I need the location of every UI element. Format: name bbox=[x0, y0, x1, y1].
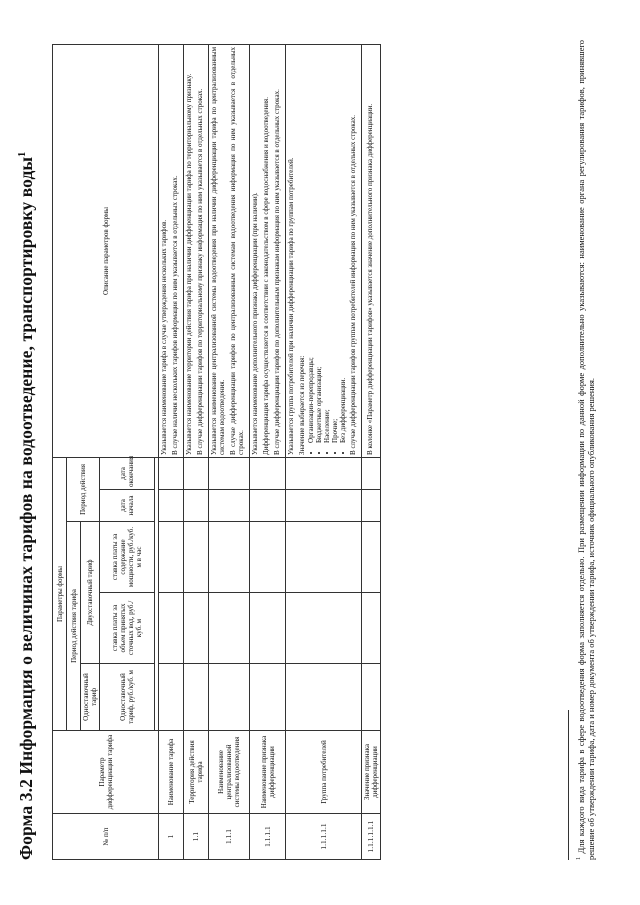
row-param: Наименование признака дифференциации bbox=[250, 731, 286, 814]
header-period-tariff: Период действия тарифа bbox=[67, 522, 81, 731]
row-description bbox=[159, 44, 184, 457]
description-text: В случае дифференциации тарифов группам потребителей информация по ним указывается в отдельных строках. bbox=[349, 115, 357, 455]
table-row bbox=[209, 44, 250, 859]
header-two-part: Двухставочный тариф bbox=[81, 522, 100, 664]
footnote-text: Для каждого вида тарифа в сфере водоотведения форма заполняется отдельно. При размещении информации по данной форме дополнительно указываются: наименование органа регулирования тарифов, принявшего решение об утверждении тарифа, дата и номер документа об утверждении тарифа, источник официального опубликования решения. bbox=[575, 39, 596, 860]
description-text: Указывается наименование тарифа в случае утверждения нескольких тарифов. bbox=[160, 219, 168, 455]
description-text: Указывается наименование дополнительного признака дифференциации (при наличии). bbox=[251, 192, 259, 455]
description-text: Указывается наименование централизованной системы водоотведения при наличии дифференциации тарифа по централизованным системам водоотведения. bbox=[210, 46, 226, 455]
list-item: • Прочие; bbox=[331, 47, 339, 443]
table-row bbox=[184, 44, 209, 859]
header-one-part: Одноставочный тариф bbox=[81, 664, 100, 731]
description-text: Дифференциация тарифа осуществляется в соответствии с законодательством в сфере водоснабжения и водоотведения. bbox=[262, 97, 270, 455]
description-text: В случае дифференциации тарифов по дополнительным признакам информация по ним указывается в отдельных строках. bbox=[273, 89, 281, 455]
row-description bbox=[362, 44, 381, 457]
list-item: • Население; bbox=[323, 47, 331, 443]
list-item: • Бюджетные организации; bbox=[315, 47, 323, 443]
header-description: Описание параметров формы bbox=[53, 44, 159, 457]
row-num: 1.1 bbox=[184, 814, 209, 860]
row-param: Наименование централизованной системы водоотведения bbox=[209, 731, 250, 814]
form-title bbox=[16, 40, 37, 860]
row-param: Территория действия тарифа bbox=[184, 731, 209, 814]
form-title-text: Форма 3.2 Информация о величинах тарифов на водоотведение, транспортировку воды bbox=[16, 156, 36, 860]
tariff-form-table bbox=[52, 44, 381, 860]
table-row bbox=[250, 44, 286, 859]
header-rate-capacity: ставка платы за содержание мощности, руб./куб. м в час bbox=[100, 522, 155, 593]
table-row bbox=[159, 44, 184, 859]
row-num: 1.1.1.1.1 bbox=[286, 814, 362, 860]
header-period-action: Период действия bbox=[67, 457, 100, 521]
description-text: Значение выбирается из перечня: bbox=[298, 355, 306, 455]
description-text: В колонке «Параметр дифференциации тарифов» указывается значение дополнительного признака дифференциации. bbox=[365, 103, 374, 455]
header-param: Параметр дифференциации тарифа bbox=[53, 731, 159, 814]
row-param: Значение признака дифференциации bbox=[362, 731, 381, 814]
footnote-divider bbox=[568, 710, 569, 860]
row-description bbox=[250, 44, 286, 457]
list-item: • Без дифференциации. bbox=[339, 47, 347, 443]
row-description bbox=[286, 44, 362, 457]
table-row bbox=[286, 44, 362, 859]
row-description bbox=[209, 44, 250, 457]
footnote-mark: 1 bbox=[576, 857, 582, 860]
description-text: В случае дифференциации тарифов по централизованным системам водоотведения информация по ним указывается в отдельных строках. bbox=[229, 46, 245, 455]
row-num: 1 bbox=[159, 814, 184, 860]
table-row bbox=[362, 44, 381, 859]
header-form-params: Параметры формы bbox=[53, 457, 67, 730]
description-text: Указывается наименование территории действия тарифа при наличии дифференциации тарифа по территориальному признаку. bbox=[185, 73, 193, 455]
header-num: № п/п bbox=[53, 814, 159, 860]
row-param: Группа потребителей bbox=[286, 731, 362, 814]
list-item: • Организации-перепродавцы; bbox=[307, 47, 315, 443]
row-param: Наименование тарифа bbox=[159, 731, 184, 814]
row-description bbox=[184, 44, 209, 457]
description-text: В случае наличия нескольких тарифов информация по ним указывается в отдельных строках. bbox=[171, 175, 179, 455]
row-num: 1.1.1 bbox=[209, 814, 250, 860]
header-date-end: дата окончания bbox=[100, 457, 155, 489]
title-footnote-mark: 1 bbox=[17, 151, 29, 157]
header-one-part-rate: Одноставочный тариф, руб./куб. м bbox=[100, 664, 155, 731]
row-num: 1.1.1.1 bbox=[250, 814, 286, 860]
row-num: 1.1.1.1.1.1 bbox=[362, 814, 381, 860]
description-text: В случае дифференциации тарифов по территориальному признаку информация по ним указывается в отдельных строках. bbox=[196, 88, 204, 455]
footnote bbox=[574, 40, 596, 860]
header-rate-volume: ставка платы за объем принятых сточных вод, руб./куб. м bbox=[100, 593, 155, 664]
consumer-group-list bbox=[307, 47, 347, 455]
description-text: Указывается группа потребителей при наличии дифференциации тарифа по группам потребителей. bbox=[287, 157, 295, 455]
header-date-start: дата начала bbox=[100, 490, 155, 522]
